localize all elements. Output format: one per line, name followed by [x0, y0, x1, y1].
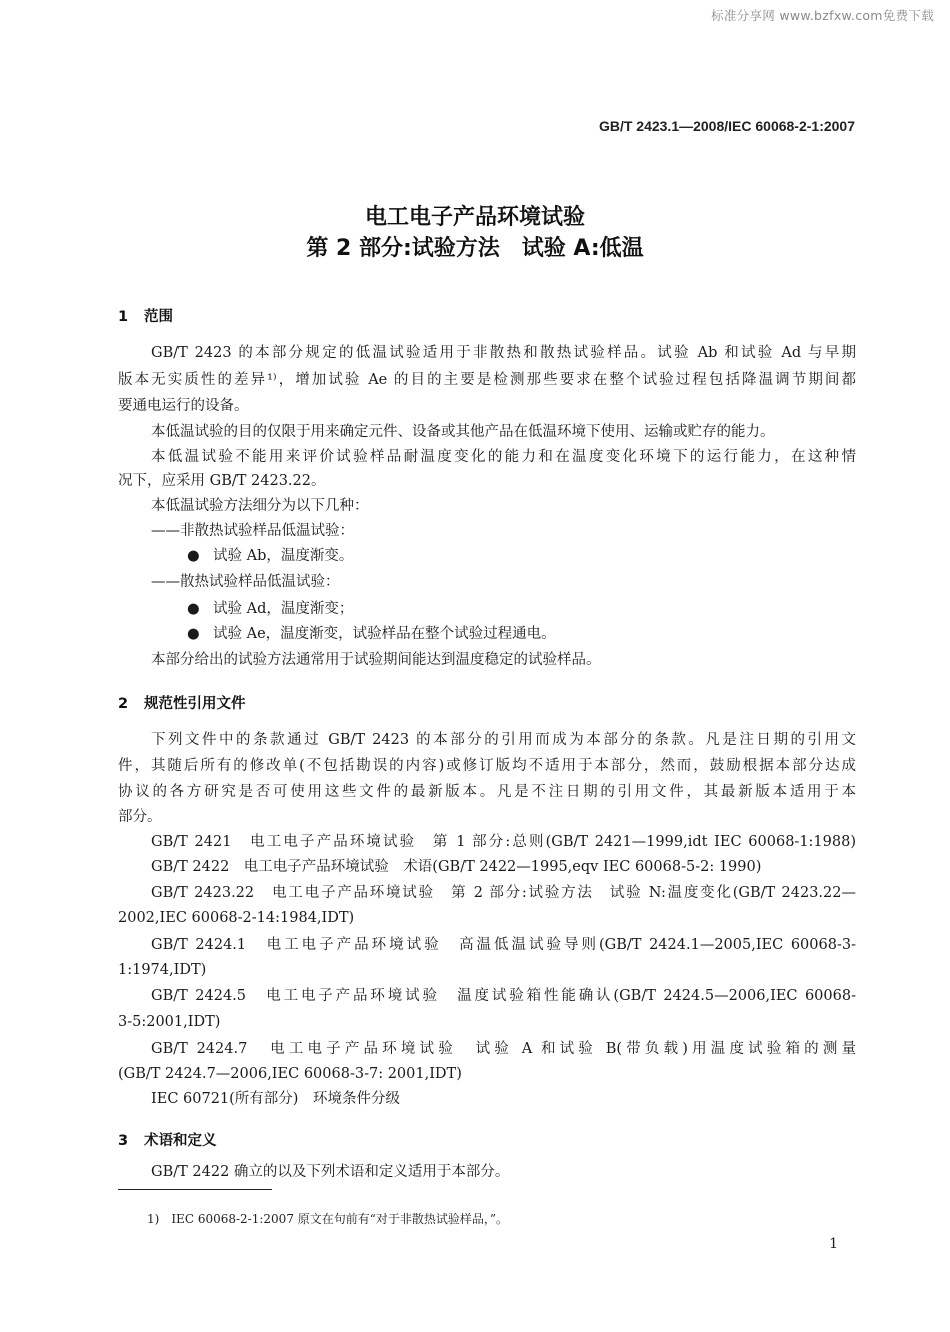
- paragraph-line: 要通电运行的设备。: [118, 398, 249, 414]
- dash-list-item: ——散热试验样品低温试验：: [151, 574, 340, 590]
- reference-entry: GB/T 2421 电工电子产品环境试验 第 1 部分:总则(GB/T 2421—1999,idt IEC 60068-1:1988): [151, 834, 856, 850]
- reference-entry: GB/T 2424.5 电工电子产品环境试验 温度试验箱性能确认(GB/T 2424.5—2006,IEC 60068-: [151, 988, 856, 1004]
- reference-entry: GB/T 2423.22 电工电子产品环境试验 第 2 部分:试验方法 试验 N:温度变化(GB/T 2423.22—: [151, 885, 856, 901]
- reference-entry-continuation: 3-5:2001,IDT): [118, 1014, 221, 1030]
- document-title-line-2: 第 2 部分:试验方法 试验 A:低温: [306, 236, 644, 261]
- reference-entry: GB/T 2422 电工电子产品环境试验 术语(GB/T 2422—1995,eqv IEC 60068-5-2: 1990): [151, 859, 762, 875]
- bullet-icon: ●: [187, 548, 200, 564]
- section-title: 术语和定义: [144, 1133, 217, 1149]
- paragraph-line: GB/T 2422 确立的以及下列术语和定义适用于本部分。: [151, 1164, 510, 1180]
- section-number: 2: [118, 696, 129, 712]
- footnote-separator: [118, 1189, 272, 1190]
- reference-entry: IEC 60721(所有部分) 环境条件分级: [151, 1091, 400, 1107]
- reference-entry-continuation: 1:1974,IDT): [118, 962, 207, 978]
- footnote: 1) IEC 60068-2-1:2007 原文在句前有“对于非散热试验样品，”。: [147, 1212, 509, 1226]
- section-number: 3: [118, 1133, 129, 1149]
- section-title: 规范性引用文件: [144, 696, 246, 712]
- bullet-list-item: 试验 Ab，温度渐变。: [213, 548, 354, 564]
- bullet-list-item: 试验 Ae，温度渐变，试验样品在整个试验过程通电。: [213, 626, 556, 642]
- paragraph-line: 协议的各方研究是否可使用这些文件的最新版本。凡是不注日期的引用文件，其最新版本适用于本: [118, 784, 856, 800]
- paragraph-line: 本低温试验不能用来评价试验样品耐温度变化的能力和在温度变化环境下的运行能力，在这种情: [151, 449, 856, 465]
- document-title-line-1: 电工电子产品环境试验: [364, 205, 585, 230]
- dash-list-item: ——非散热试验样品低温试验：: [151, 523, 354, 539]
- reference-entry-continuation: (GB/T 2424.7—2006,IEC 60068-3-7: 2001,IDT): [118, 1066, 462, 1082]
- paragraph-line: 部分。: [118, 809, 162, 825]
- reference-entry: GB/T 2424.1 电工电子产品环境试验 高温低温试验导则(GB/T 2424.1—2005,IEC 60068-3-: [151, 937, 856, 953]
- bullet-icon: ●: [187, 626, 200, 642]
- section-heading-normative-references: [118, 692, 246, 713]
- paragraph-line: 本低温试验方法细分为以下几种：: [151, 498, 369, 514]
- section-heading-terms-and-definitions: [118, 1129, 217, 1150]
- bullet-list-item: 试验 Ad，温度渐变；: [213, 601, 354, 617]
- paragraph-line: 下列文件中的条款通过 GB/T 2423 的本部分的引用而成为本部分的条款。凡是注日期的引用文: [151, 732, 856, 748]
- paragraph-line: 况下，应采用 GB/T 2423.22。: [118, 473, 326, 489]
- paragraph-line: 版本无实质性的差异¹⁾，增加试验 Ae 的目的主要是检测那些要求在整个试验过程包括降温调节期间都: [118, 372, 856, 388]
- paragraph-line: 本部分给出的试验方法通常用于试验期间能达到温度稳定的试验样品。: [151, 652, 601, 668]
- watermark-text: 标准分享网 www.bzfxw.com免费下载: [711, 8, 934, 23]
- paragraph-line: 件，其随后所有的修改单(不包括勘误的内容)或修订版均不适用于本部分，然而，鼓励根据本部分达成: [118, 758, 856, 774]
- paragraph-line: 本低温试验的目的仅限于用来确定元件、设备或其他产品在低温环境下使用、运输或贮存的能力。: [151, 424, 775, 440]
- standard-number: GB/T 2423.1—2008/IEC 60068-2-1:2007: [598, 118, 855, 134]
- section-title: 范围: [144, 309, 173, 325]
- bullet-icon: ●: [187, 601, 200, 617]
- section-heading-scope: [118, 305, 173, 326]
- section-number: 1: [118, 309, 129, 325]
- reference-entry-continuation: 2002,IEC 60068-2-14:1984,IDT): [118, 910, 355, 926]
- reference-entry: GB/T 2424.7 电工电子产品环境试验 试验 A 和试验 B(带负载)用温度试验箱的测量: [151, 1041, 856, 1057]
- paragraph-line: GB/T 2423 的本部分规定的低温试验适用于非散热和散热试验样品。试验 Ab 和试验 Ad 与早期: [151, 345, 856, 361]
- page-number: 1: [829, 1236, 838, 1252]
